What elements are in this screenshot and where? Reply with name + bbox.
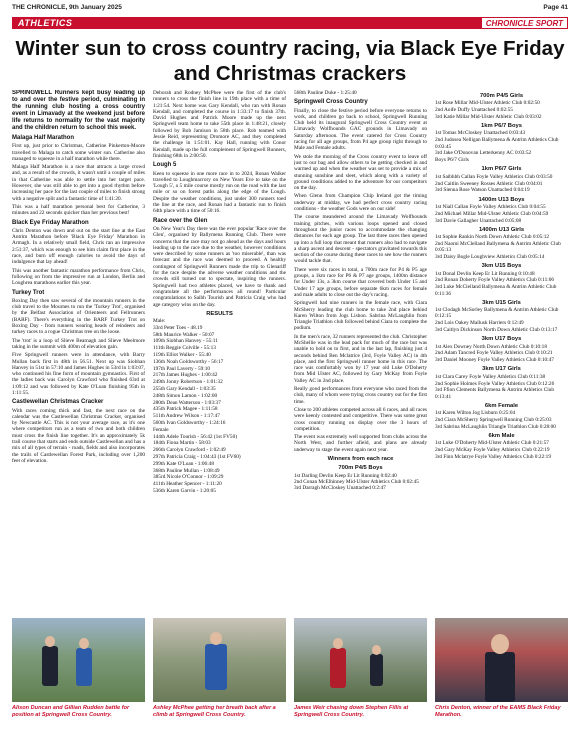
result-line: 280th Dean Watterson - 1:03:37 xyxy=(153,399,221,406)
result-line: 2nd Adam Tancred Foyle Valley Athletics Club 0:10:21 xyxy=(435,350,553,357)
race-heading: 3km U15 Boys xyxy=(481,263,522,270)
result-line: 3rd Darragh McCloskey Unattached 0:2:47 xyxy=(294,485,386,492)
race-heading: 700m P4/5 Girls xyxy=(479,93,524,99)
result-line: 3rd Katie Millar Mid-Ulster Athletic Club 0:03:02 xyxy=(435,113,542,120)
result-line: 368th Pauline Mullan - 1:08:49 xyxy=(153,467,220,474)
result-line: 1st Darling Devlin Keep Er Lit Running 0:02:40 xyxy=(294,472,397,479)
result-line: 299th Kate O'Loan - 1:06:48 xyxy=(153,460,214,467)
result-line: 3rd Daisy Bogle Loughview Athletics Club 0:05:14 xyxy=(435,254,545,261)
result-line: 2nd Caitlin Sweeney Rosses Athletic Club 0:04:01 xyxy=(435,180,543,187)
result-line: 1st Alex Downey North Down Athletic Club 0:10:18 xyxy=(435,343,547,350)
photo-strip xyxy=(12,618,568,702)
body-paragraph: Malaga Half Marathon is a race that attracts a large crowd and, as a result of the crowds, it wasn't until a couple of miles in that Catherine was able to settle into her target pace. However, she was still able to get into a good rhythm before increasing her pace for the last couple of miles to finish strong with a negative split and a fantastic time of 1:41:20. xyxy=(12,164,145,202)
result-line: 511th Andrew Wilson - 1:17:47 xyxy=(153,413,220,420)
race-heading: 700m P4/5 Boys xyxy=(338,465,383,472)
runner-figure xyxy=(330,648,346,688)
headline: Winter sun to cross country racing, via Black Eye Friday and Christmas crackers xyxy=(15,37,565,85)
race-heading: 3km U17 Boys xyxy=(481,336,522,343)
photo-runners-battle xyxy=(12,618,145,702)
runner-figure xyxy=(485,652,515,702)
section-heading: Black Eye Friday Marathon xyxy=(12,219,89,226)
result-line: 1st Rose Millar Mid-Ulster Athletic Club 0:02:50 xyxy=(435,100,540,107)
photo-caption: James Weir chasing down Stephen Fillis at Springwell Cross Country. xyxy=(294,705,409,718)
section-heading: Race over the Glen xyxy=(153,217,208,224)
body-paragraph: Finally, to close the festive period before everyone returns to work, and children go back to school, Springwell Running Club held its inaugural Springwell Cross Country event at Limavady Wolfhounds GAC grounds in Limavady on Saturday afternoon. The event catered for Cross Country racing for all age groups, from P4 age group right through to Male and Female adults. xyxy=(294,107,427,152)
race-heading: 1400m U13 Boys xyxy=(478,196,525,203)
result-line: 2nd Sophie Holmes Foyle Valley Athletics Club 0:12:26 xyxy=(435,380,555,387)
body-paragraph: This was another fantastic marathon performance from Chris, following on from the impressive run at London, Berlin and Loughrea marathons earlier this year. xyxy=(12,267,145,287)
race-heading: 6km Male xyxy=(488,433,515,440)
photo-caption: Alison Duncan and Gillian Rudden battle for position at Springwell Cross Country. xyxy=(12,705,130,718)
result-line: 3rd Caitlyn Dickinson North Down Athletic Club 0:13:17 xyxy=(435,327,558,333)
result-line: 3rd Finn Mclatrye Foyle Valley Athletics Club 0:22:19 xyxy=(435,454,551,461)
result-line: 297th Patricia Craig - 1:04:43 (1st FV60) xyxy=(153,454,241,461)
runner-head xyxy=(210,632,222,645)
body-paragraph: The 'trot' is a loop of Slieve Bearnagh and Slieve Meelmore taking in the summit with 400m of elevation gain. xyxy=(12,337,145,350)
result-line: 1st Saibhbh Callan Foyle Valley Athletics Club 0:03:50 xyxy=(435,173,553,180)
body-paragraph: With races coming thick and fast, the next race on the calendar was the Castlewellan Christmas Cracker, organised by Newcastle AC. This is not your average race, as it's one where competitors run as a team of two and both children must cross the finish line together. It's an approximately 5k trail course that starts and ends outside Castlewellan and has a mix of all types of terrain - roads, fields and also incorporates the trails of Castlewellan Forest Park, including over 1,200 feet of elevation. xyxy=(12,407,145,464)
result-line: 2nd Ciara McSherry Springwell Running Club 0:25:03 xyxy=(435,417,552,424)
runner-head xyxy=(491,634,509,654)
runner-head xyxy=(333,638,343,649)
result-line: 2nd Lois Oakey Mallusk Harriers 0:12:49 xyxy=(435,320,524,327)
body-paragraph: Close to 200 athletes competed across all 6 races, and all races were keenly contested and competitive. There was some great cross country running on display over the 3 hours of competition. xyxy=(294,406,427,432)
section-label: ATHLETICS xyxy=(12,17,78,29)
results-subheading: Female xyxy=(153,426,169,433)
result-line: 3rd Daniel Mooney Foyle Valley Athletics Club 0:10:47 xyxy=(435,357,554,364)
photo-runner-climb xyxy=(153,618,286,702)
result-line: 435th Patrick Magee - 1:11:58 xyxy=(153,406,218,413)
section-heading: Castlewellan Christmas Cracker xyxy=(12,399,104,406)
body-paragraph: Keen to squeeze in one more race in to 2024, Ronan Walker travelled to Loughmacrory on New Years Eve to take on the 'Lough 5', a 5 mile course mostly run on the road with the last mile or so on forest paths along the edge of the Lough. Despite the weather conditions, just under 300 runners toed the line at the race, and Ronan had a fantastic run to finish 64th place with a time of 50:16. xyxy=(153,170,286,215)
section-heading: Lough 5 xyxy=(153,162,177,169)
result-line: 3rd Ffion Clements Ballymena & Antrim Athletics Club 0:13:41 xyxy=(435,387,555,400)
body-paragraph: Boxing Day then saw several of the mountain runners in the club travel to the Mournes to run the 'Turkey Trot', organised by the Belfast Association of Orienteers and Fellrunners (BARF). There's everything in the BARF Turkey Trot on Boxing Day - from runners wearing heads of reindeers and turkey races to a rogue Christmas tree on the loose. xyxy=(12,297,145,336)
result-line: 184th Fiona Martin - 58:03 xyxy=(153,440,211,447)
runner-head xyxy=(79,638,89,649)
body-paragraph: Chris Denton was down and out on the start line at the East Antrim Marathon before 'Black Eye Friday' Marathon in Armagh. In a relatively small field, Chris ran an impressive 2:51:37, which was enough to see him claim first place in the race, and burn off enough calories to avoid the days of indulgence that lay ahead! xyxy=(12,227,145,266)
body-paragraph: First up, just prior to Christmas, Catherine Pinkerton-Moore travelled to Malaga to catch some winter sun. Catherine also managed to squeeze in a half marathon while there. xyxy=(12,143,145,162)
result-line: 119th Elliot Walker - 55:40 xyxy=(153,352,211,359)
result-line: 2nd Aoife Duffy Unattached 0:02:55 xyxy=(435,107,513,114)
body-paragraph: In the men's race, 32 runners represented the club. Christopher McShellie was in the lead pack for much of the race but was unable to hold on to first, and in the last lap, finishing just 4 seconds behind Ben Mclatrice (3rd, Foyle Valley AC) in 4th place, and the first Springwell runner home in this race. The race was comfortably won by 17 year old Luke O'Doherty from Mid Ulster AC, followed by Gary McKay from Foyle Valley AC in 2nd place. xyxy=(294,333,427,384)
race-heading: 6km Female xyxy=(484,402,519,409)
result-line: 1st Donal Devlin Keep Er Lit Running 0:10:48 xyxy=(435,270,535,277)
result-line: 3rd Jake O'Donovan Letterkenny AC 0:03:52 xyxy=(435,150,532,157)
results-heading: RESULTS xyxy=(206,310,233,317)
brand-logo xyxy=(481,17,568,29)
runner-head xyxy=(45,636,55,647)
column-4 xyxy=(435,90,568,610)
runner-head xyxy=(372,645,381,655)
result-line: 1st Clodagh McSorley Ballymena & Antrim Athletic Club 0:12:15 xyxy=(435,307,559,320)
result-line: 1st Luke O'Doherty Mid-Ulster Athletic Club 0:21:57 xyxy=(435,440,549,447)
column-2 xyxy=(153,90,286,610)
result-line: 2nd Naomi McClelland Ballymena & Antrim Athletic Club 0:05:13 xyxy=(435,240,561,254)
section-heading: Turkey Trot xyxy=(12,289,45,296)
result-line: Boys P6/7 Girls xyxy=(435,157,469,164)
column-3 xyxy=(294,90,427,610)
race-heading: 3km U15 Girls xyxy=(482,299,521,306)
result-line: 136th Noah Goldsworthy - 56:17 xyxy=(153,358,224,365)
section-heading: Malaga Half Marathon xyxy=(12,135,75,141)
article-lead: SPRINGWELL Runners kept busy leading up to and over the festive period, culminating in the running club hosting a cross country event in Limavady at the weekend just before life returns to normality for the vast majority and the children return to school this week. xyxy=(12,90,145,131)
body-paragraph: On New Year's Day there was the ever popular 'Race over the Glen', organised by Ballymena Running Club. There were concerns that the race may not go ahead as the days and hours leading up to the race due to the weather, however conditions were described by some runners as 'too miserable', than was forecast and the race was deemed to proceed. A healthy contingent of Springwell Runners made the trip to Glenariff for the race despite the adverse weather conditions and the crowds still turned out to spectate, inspiring the runners. Springwell had two athletes placed, we have to thank and congratulate all the performances all round! Particular congratulations to Saibh Tourish and Patricia Craig who had age category wins on the day. xyxy=(153,225,286,308)
result-line: 2nd Michael Millar Mid-Ulster Athletic Club 0:04:59 xyxy=(435,210,549,217)
result-line: 1st Clara Carey Foyle Valley Athletics Club 0:11:38 xyxy=(435,373,546,380)
result-line: 33rd Peter Toes - 48.19 xyxy=(153,324,203,331)
race-heading: 3km U17 Girls xyxy=(482,366,521,373)
body-paragraph: We stole the morning of the Cross country event to leave off just to our bag and allow others to be getting checked in and warmed up and when the weather was set to provide a mix of stunning sunshine and sleet, which along with a variety of ground conditions added to the adventure for our competitors on the day. xyxy=(294,153,427,192)
body-paragraph: The event was extremely well supported from clubs across the North West, and further afield, and plans are already underway to stage the event again next year. xyxy=(294,434,427,453)
race-heading: 1400m U13 Girls xyxy=(478,226,525,233)
runner-figure xyxy=(205,644,227,690)
race-heading: 1km P6/7 Boys xyxy=(481,123,522,130)
page-header xyxy=(12,4,568,16)
body-paragraph: Five Springwell runners were in attendance, with Barry Mullan back first in 48th in 56.51. Next up was Siobhan Hanvey in 51st in 57:10 and James Hughes in 53rd in 1:03:07, who continued his fine form of mountain gymnastics. First of the ladies back was Carolyn Crawford who finished 63rd at 1:09:12 and was followed by Kate O'Loan finishing 95th in 1:11:55. xyxy=(12,352,145,396)
body-paragraph: Deborah and Rodney McPhee were the first of the club's runners to cross the finish line in 19th place with a time of 1:21:54. Next home was Gary Kendall, who ran with Ronan Kendall, and completed the course in 1:33:17 to finish 37th. David Hughes and Patrick Moore made up the next Springwell team home to take 55th place in 1:48:21, closely followed by Bob Jamison in 58th place. Rob teamed with Jessie Reid, representing Dromore AC, and they completed the challenge in 1:51:01. Kay Hall, running with Conor Kendall, made up the full complement of Springwell Runners, finishing 68th in 2:00:50. xyxy=(153,90,286,159)
result-line: 1st Karen Wilton Jog Lisburn 0:25:04 xyxy=(435,410,516,417)
photo-caption: Chris Denton, winner of the EAMS Black Friday Marathon. xyxy=(435,705,561,718)
results-list xyxy=(153,318,286,494)
result-line: 197th Paul Laverty - 59:10 xyxy=(153,365,211,372)
result-line: 1st Sophie Rankin North Down Athletic Club 0:05:12 xyxy=(435,234,550,241)
result-line: 2nd Ronan Doherty Foyle Valley Athletics Club 0:11:06 xyxy=(435,277,555,284)
article-body xyxy=(12,90,568,610)
body-paragraph: The course meandered around the Limavady Wolfhounds training pitches, with various loops opened and closed throughout the junior races to accommodate the changing distances for each age group. The last three races then opened up into a full loop that meant that runners also had to navigate a sharp ascent and descent - spectators gravitated towards this section of the course during these races to see how the runners would tackle that. xyxy=(294,214,427,265)
photo-runners-chase xyxy=(294,618,427,702)
photo-marathon-winner xyxy=(435,618,568,702)
result-line: 248th Simon Lamon - 1:02:00 xyxy=(153,392,218,399)
brand-first: CHRONICLE xyxy=(485,19,534,28)
result-line: 1st Tomas McCloskey Unattached 0:03:43 xyxy=(435,130,526,137)
runner-figure xyxy=(76,648,92,686)
body-paragraph: This was a half marathon personal best for Catherine, 3 minutes and 22 seconds quicker than her previous best! xyxy=(12,203,145,217)
result-line: 266th Carolyn Crawford - 1:02:49 xyxy=(153,447,226,454)
section-bar xyxy=(12,17,568,29)
result-line: 2nd Conan McElhinney Mid-Ulster Athletics Club 0:02:45 xyxy=(294,478,419,485)
race-heading: 1km P6/7 Girls xyxy=(481,166,522,173)
result-line: 3rd Davie Gallagher Unattached 0:05:08 xyxy=(435,217,522,224)
result-line: 255th Gary Kendall - 1:03:35 xyxy=(153,386,216,393)
result-line: 1st Niall Callan Foyle Valley Athletics Club 0:04:55 xyxy=(435,203,546,210)
section-heading: Springwell Cross Country xyxy=(294,99,368,106)
photo-caption: Ashley McPhee getting her breath back after a climb at Springwell Cross Country. xyxy=(153,705,276,718)
runner-figure xyxy=(42,646,58,686)
photo-captions xyxy=(12,705,568,727)
body-paragraph: Springwell had nine runners in the female race, with Ciara McSherry leading the club home to take 2nd place behind Karen Wilton from Jogs Lisbon. Sabrina McLaughlin from Triangle Triathlon club followed behind Ciara to complete the podium. xyxy=(294,300,427,332)
body-paragraph: There were six races in total, a 700m race for P4 & P5 age groups, a 1km race for P6 & P7 age groups, 1400m distance for Under 13s, a 3km course that covered both Under 15 and Under 17 age groups, before separate 6km races for female and male adults to close out the day's racing. xyxy=(294,266,427,298)
result-line: 560th Ivan Goldsworthy - 1:24:16 xyxy=(153,420,226,427)
result-line: 3rd Sienna Rose Watson Unattached 0:04:19 xyxy=(435,187,530,194)
results-subheading: Male: xyxy=(153,318,166,325)
result-line: 249th Jonny Robertson - 1:01:32 xyxy=(153,379,223,386)
column-1 xyxy=(12,90,145,610)
result-line: 144th Adele Tourish - 56:42 (1st FV50) xyxy=(153,433,237,440)
body-paragraph: Really good performances from everyone who raced from the club, many of whom were trying cross country out for the first time. xyxy=(294,386,427,405)
runner-figure xyxy=(370,654,383,686)
section-bar-fill xyxy=(78,17,480,29)
result-line: 3rd Sabrina McLaughlin Triangle Triathlon Club 0:28:00 xyxy=(435,423,556,430)
page-number: Page 41 xyxy=(543,4,568,11)
winners-heading: Winners from each race xyxy=(327,456,394,463)
paper-date: THE CHRONICLE, 9th January 2025 xyxy=(12,4,122,11)
body-paragraph: When Glenn from Champion Chip Ireland got the timing underway at midday, we had perfect cross country racing conditions - the weather Gods were on our side! xyxy=(294,193,427,213)
result-line: 109th Siobhan Hanvey - 55:11 xyxy=(153,338,218,345)
result-line: 217th James Hughes - 1:00:42 xyxy=(153,372,218,379)
result-line: 111th Reggie Colville - 55:13 xyxy=(153,345,216,352)
result-line: 411th Heather Spencer - 1:11:20 xyxy=(153,481,222,488)
result-line: 536th Karen Garvin - 1:20:05 xyxy=(153,488,216,495)
result-line: 58th Maurice Walker - 50:07 xyxy=(153,331,215,338)
brand-second: SPORT xyxy=(535,19,563,28)
result-line: 3rd Luke McClelland Ballymena & Antrim Athletic Club 0:11:36 xyxy=(435,284,557,297)
result-line: 2nd Judosea Nelligan Ballymena & Antrim Athletics Club 0:03:45 xyxy=(435,137,559,150)
result-line: 2nd Gary McKay Foyle Valley Athletics Club 0:22:19 xyxy=(435,447,550,454)
body-paragraph: 568th Pauline Duke - 1:25:40 xyxy=(294,90,357,96)
result-line: 385rd Nicole O'Connor - 1:09:29 xyxy=(153,474,224,481)
